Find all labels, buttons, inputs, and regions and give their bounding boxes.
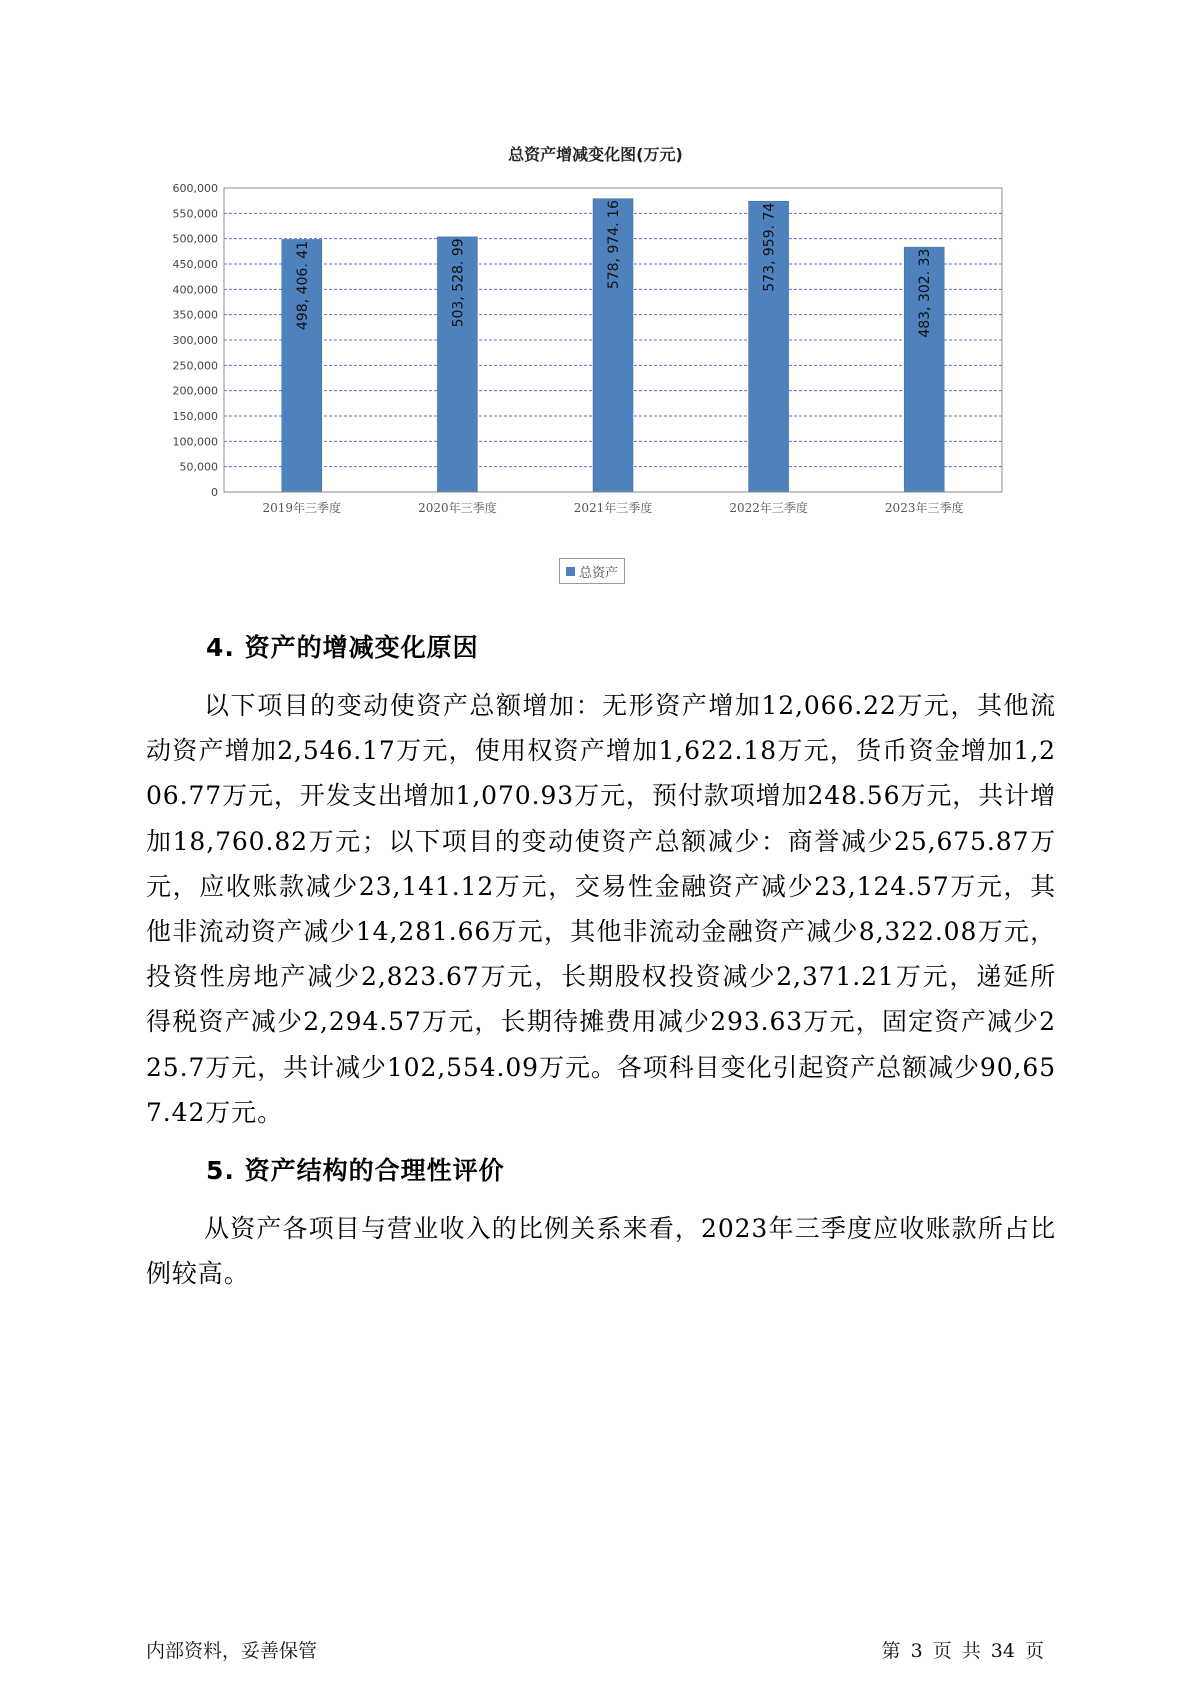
y-tick-label: 600,000 [172,182,218,195]
y-tick-label: 450,000 [172,258,218,271]
x-tick-label: 2021年三季度 [573,501,653,515]
y-tick-label: 100,000 [172,435,218,449]
y-tick-label: 550,000 [172,207,218,221]
bar-value-label: 578, 974. 16 [606,200,622,290]
y-tick-label: 350,000 [172,308,218,322]
bar-value-label: 503, 528. 99 [450,238,467,328]
bar-value-label: 483, 302. 33 [917,248,934,338]
y-tick-label: 400,000 [172,283,218,297]
section-heading-asset-change-reasons: 4. 资产的增减变化原因 [206,633,479,662]
legend-swatch [566,567,575,576]
y-tick-label: 0 [211,486,218,499]
x-tick-label: 2023年三季度 [884,501,964,515]
bar-value-label: 573, 959. 74 [761,202,778,292]
x-tick-label: 2022年三季度 [729,501,808,515]
x-tick-label: 2020年三季度 [418,501,497,515]
y-tick-label: 300,000 [172,334,218,347]
footer-confidential-note: 内部资料，妥善保管 [146,1640,318,1662]
y-tick-label: 250,000 [172,359,218,373]
footer-page-number: 第 3 页 共 34 页 [881,1640,1044,1662]
y-tick-label: 50,000 [179,460,218,474]
legend-label: 总资产 [579,565,619,581]
paragraph-asset-change-reasons: 以下项目的变动使资产总额增加：无形资产增加12,066.22万元，其他流动资产增加2,546.17万元，使用权资产增加1,622.18万元，货币资金增加1,206.77万元，开发支出增加1,070.93万元，预付款项增加248.56万元，共计增加18,760.82万元；以下项目的变动使资产总额减少：商誉减少25,675.87万元，应收账款减少23,141.12万元，交易性金融资产减少23,124.57万元，其他非流动资产减少14,281.66万元，其他非流动金融资产减少8,322.08万元，投资性房地产减少2,823.67万元，长期股权投资减少2,371.21万元，递延所得税资产减少2,294.57万元，长期待摊费用减少293.63万元，固定资产减少225.7万元，共计减少102,554.09万元。各项科目变化引起资产总额减少90,657.42万元。 [146,691,1056,1127]
y-tick-label: 150,000 [172,410,218,423]
section-heading-asset-structure: 5. 资产结构的合理性评价 [206,1156,505,1185]
total-assets-bar-chart [160,170,1020,540]
bar-value-label: 498, 406. 41 [294,240,311,331]
chart-legend [559,558,625,584]
chart-title: 总资产增减变化图(万元) [508,145,683,164]
paragraph-asset-structure: 从资产各项目与营业收入的比例关系来看，2023年三季度应收账款所占比例较高。 [146,1214,1056,1289]
y-tick-label: 200,000 [172,384,218,398]
x-tick-label: 2019年三季度 [262,501,342,515]
y-tick-label: 500,000 [172,232,218,246]
